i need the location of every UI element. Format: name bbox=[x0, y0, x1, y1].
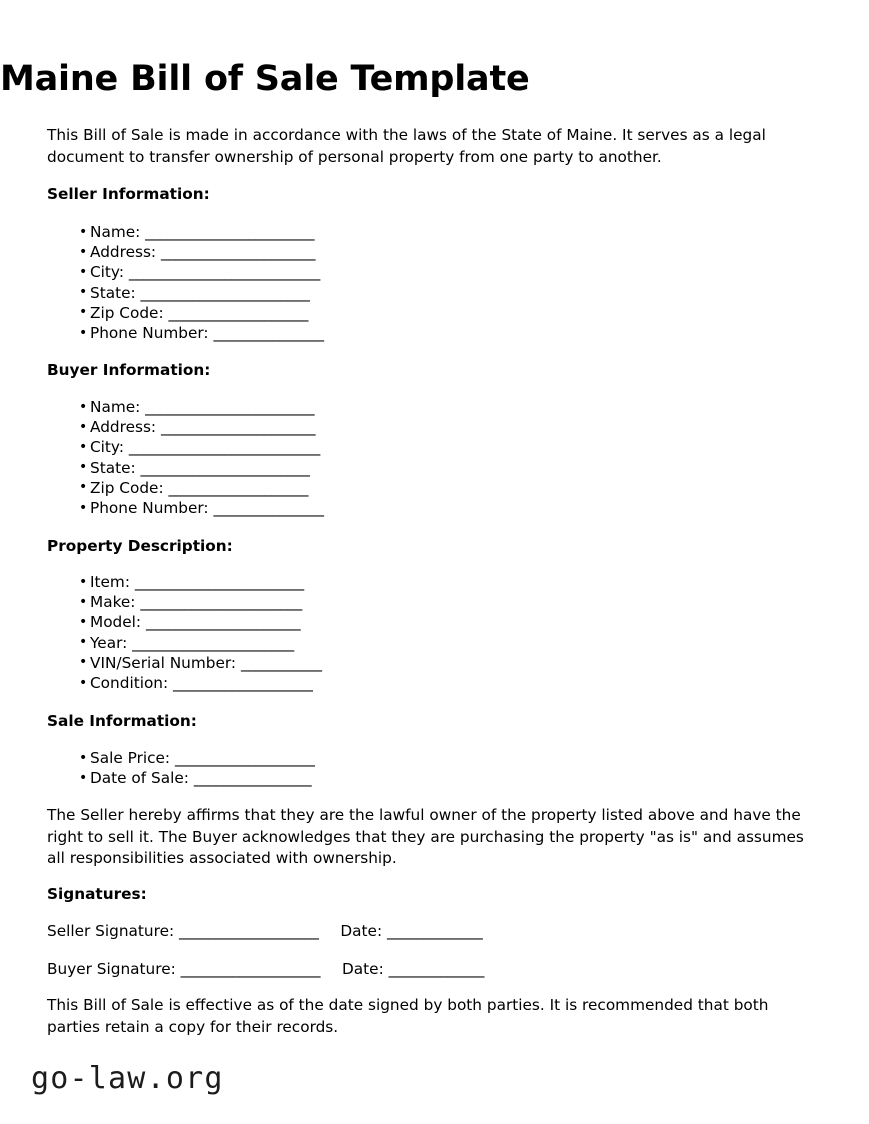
seller-field-list bbox=[47, 222, 324, 343]
field-blank[interactable]: _______________ bbox=[213, 324, 324, 343]
section-heading-seller: Seller Information: bbox=[47, 185, 210, 203]
affirmation-paragraph: The Seller hereby affirms that they are the lawful owner of the property listed above and have the right to sell it. The Buyer acknowledges that they are purchasing the property "as is" and assumes all responsibilities associated with ownership. bbox=[47, 806, 804, 867]
field-blank[interactable]: _____________________ bbox=[160, 418, 316, 437]
field-label: Name: bbox=[90, 398, 141, 416]
field-row bbox=[47, 633, 322, 653]
field-label: Make: bbox=[90, 593, 136, 612]
site-watermark: go-law.org bbox=[31, 1061, 224, 1096]
buyer-field-list bbox=[47, 397, 324, 518]
field-row bbox=[47, 572, 322, 592]
field-label: State: bbox=[90, 283, 136, 302]
field-row bbox=[47, 458, 324, 478]
field-label: Name: bbox=[90, 223, 141, 241]
field-label: Phone Number: bbox=[90, 499, 209, 518]
field-blank[interactable]: _______________________ bbox=[140, 283, 310, 302]
field-label: State: bbox=[90, 458, 136, 477]
field-row bbox=[47, 768, 315, 788]
seller-signature-row bbox=[47, 921, 483, 941]
section-heading-signatures: Signatures: bbox=[47, 885, 147, 903]
field-label: Condition: bbox=[90, 674, 169, 693]
field-label: VIN/Serial Number: bbox=[90, 653, 237, 672]
field-label: Zip Code: bbox=[90, 303, 164, 322]
field-label: Year: bbox=[90, 633, 128, 652]
sale-field-list bbox=[47, 748, 315, 788]
field-label: Phone Number: bbox=[90, 324, 209, 343]
field-row bbox=[47, 653, 322, 673]
field-label: City: bbox=[90, 438, 125, 457]
field-blank[interactable]: _______________________ bbox=[134, 573, 304, 591]
buyer-date-blank[interactable]: _____________ bbox=[388, 960, 485, 978]
field-row bbox=[47, 417, 324, 437]
field-row bbox=[47, 478, 324, 498]
field-label: Item: bbox=[90, 573, 130, 591]
field-label: City: bbox=[90, 263, 125, 282]
field-row bbox=[47, 437, 324, 457]
field-label: Date of Sale: bbox=[90, 769, 189, 788]
field-blank[interactable]: __________________________ bbox=[128, 263, 320, 282]
field-row bbox=[47, 397, 324, 417]
field-blank[interactable]: _______________________ bbox=[140, 458, 310, 477]
field-blank[interactable]: _______________________ bbox=[145, 398, 315, 416]
field-blank[interactable]: ___________ bbox=[240, 653, 322, 672]
buyer-signature-blank[interactable]: ___________________ bbox=[180, 960, 321, 978]
field-row bbox=[47, 242, 324, 262]
closing-paragraph: This Bill of Sale is effective as of the date signed by both parties. It is recommended that both parties retain a copy for their records. bbox=[47, 996, 769, 1036]
field-label: Address: bbox=[90, 243, 157, 262]
field-row bbox=[47, 323, 324, 343]
intro-paragraph: This Bill of Sale is made in accordance with the laws of the State of Maine. It serves as a legal document to transfer ownership of personal property from one party to another. bbox=[47, 126, 766, 166]
seller-signature-blank[interactable]: ___________________ bbox=[179, 922, 319, 940]
field-blank[interactable]: _____________________ bbox=[145, 613, 301, 632]
field-blank[interactable]: ________________ bbox=[193, 769, 312, 788]
property-field-list bbox=[47, 572, 322, 693]
field-row bbox=[47, 283, 324, 303]
seller-date-label: Date: bbox=[340, 922, 383, 940]
field-label: Zip Code: bbox=[90, 478, 164, 497]
field-blank[interactable]: _____________________ bbox=[160, 243, 316, 262]
section-heading-sale: Sale Information: bbox=[47, 712, 197, 730]
seller-date-blank[interactable]: _____________ bbox=[386, 922, 483, 940]
field-row bbox=[47, 748, 315, 768]
buyer-signature-row bbox=[47, 959, 484, 979]
field-row bbox=[47, 222, 324, 242]
page-title: Maine Bill of Sale Template bbox=[0, 59, 530, 99]
field-row bbox=[47, 592, 322, 612]
field-row bbox=[47, 673, 322, 693]
field-blank[interactable]: ______________________ bbox=[140, 593, 302, 612]
section-heading-property: Property Description: bbox=[47, 537, 233, 555]
field-row bbox=[47, 498, 324, 518]
field-blank[interactable]: _______________ bbox=[213, 499, 324, 518]
field-blank[interactable]: __________________________ bbox=[128, 438, 320, 457]
field-row bbox=[47, 612, 322, 632]
field-row bbox=[47, 303, 324, 323]
field-blank[interactable]: ___________________ bbox=[174, 749, 315, 767]
field-blank[interactable]: ___________________ bbox=[168, 303, 309, 322]
field-blank[interactable]: ___________________ bbox=[168, 478, 309, 497]
buyer-date-label: Date: bbox=[342, 960, 384, 978]
field-label: Model: bbox=[90, 613, 142, 632]
buyer-signature-label: Buyer Signature: bbox=[47, 960, 176, 978]
field-label: Address: bbox=[90, 418, 157, 437]
field-blank[interactable]: ___________________ bbox=[173, 674, 313, 693]
section-heading-buyer: Buyer Information: bbox=[47, 361, 211, 379]
field-blank[interactable]: _______________________ bbox=[145, 223, 315, 241]
field-label: Sale Price: bbox=[90, 749, 171, 767]
seller-signature-label: Seller Signature: bbox=[47, 922, 175, 940]
field-blank[interactable]: ______________________ bbox=[132, 633, 294, 652]
field-row bbox=[47, 262, 324, 282]
